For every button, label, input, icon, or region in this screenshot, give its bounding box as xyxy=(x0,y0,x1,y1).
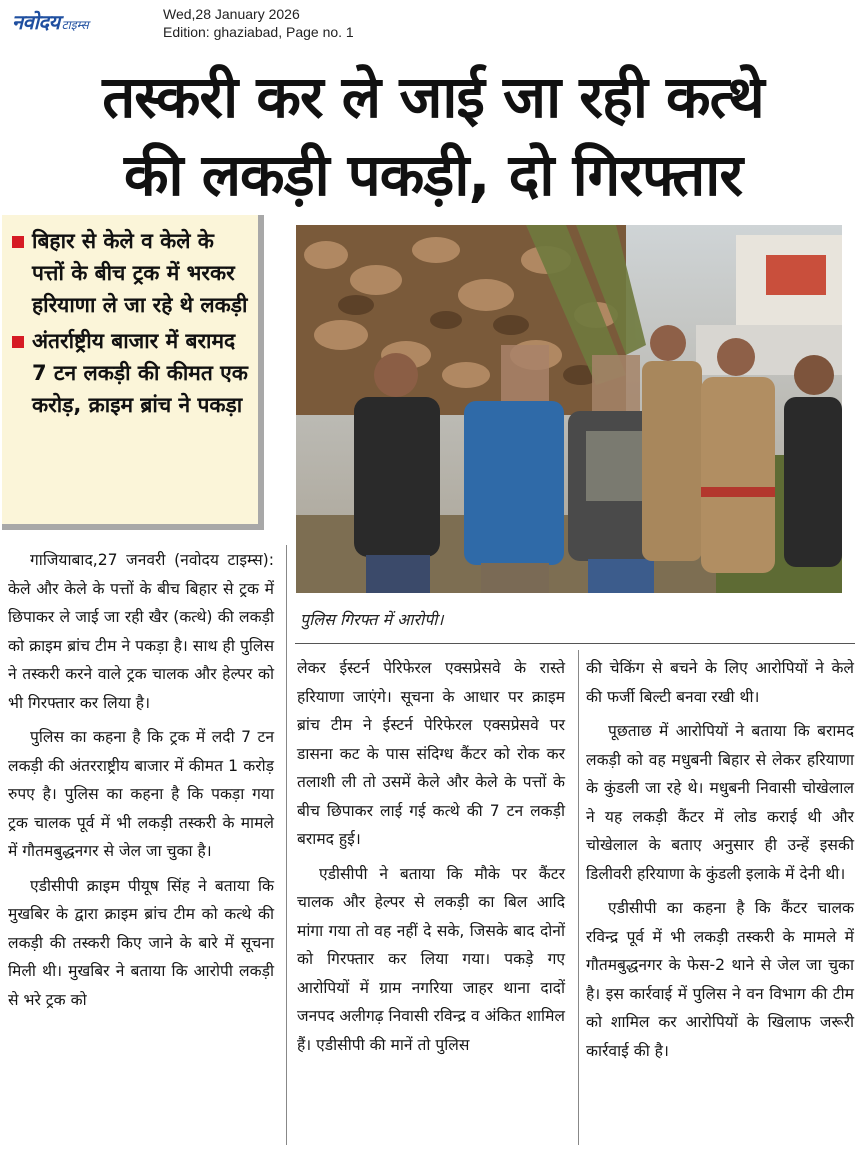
dateline xyxy=(163,5,354,41)
article-paragraph: एडीसीपी ने बताया कि मौके पर कैंटर चालक और हेल्पर से लकड़ी का बिल आदि मांगा गया तो वह नहीं दे सके, जिसके बाद दोनों को गिरफ्तार कर लिया गया। पकड़े गए आरोपियों में ग्राम नगरिया जाहर थाना दादों जनपद अलीगढ़ निवासी रविन्द्र व अंकित शामिल हैं। एडीसीपी की मानें तो पुलिस xyxy=(297,864,565,1054)
column-divider xyxy=(286,545,287,1145)
article-column-2 xyxy=(297,654,565,1059)
edition-info: Edition: ghaziabad, Page no. 1 xyxy=(163,24,354,40)
police-with-accused-photo xyxy=(296,225,842,593)
column-divider xyxy=(578,650,579,1145)
article-paragraph: एडीसीपी क्राइम पीयूष सिंह ने बताया कि मुखबिर के द्वारा क्राइम ब्रांच टीम को कत्थे की लकड़ी की तस्करी किए जाने के बारे में सूचना मिली थी। मुखबिर ने बताया कि आरोपी लकड़ी से भरे ट्रक को xyxy=(8,876,274,1009)
article-column-3 xyxy=(586,654,854,1065)
logo-main-text: नवोदय xyxy=(12,10,60,34)
headline-line-1: तस्करी कर ले जाई जा रही कत्थे xyxy=(102,63,764,131)
article-column-1 xyxy=(8,546,274,1014)
article-paragraph: पूछताछ में आरोपियों ने बताया कि बरामद लकड़ी को वह मधुबनी बिहार से लेकर हरियाणा के कुंडली जा रहे थे। मधुबनी निवासी चोखेलाल ने यह लकड़ी कैंटर में लोड कराई थी और चोखेलाल के बताए अनुसार ही उन्हें इसकी डिलीवरी हरियाणा के कुंडली इलाके में देनी थी। xyxy=(586,722,854,883)
horizontal-rule xyxy=(295,643,855,644)
red-square-bullet-icon xyxy=(12,336,24,348)
issue-date: Wed,28 January 2026 xyxy=(163,6,300,22)
red-square-bullet-icon xyxy=(12,236,24,248)
headline-line-2: की लकड़ी पकड़ी, दो गिरफ्तार xyxy=(123,141,743,209)
article-paragraph: लेकर ईस्टर्न पेरिफेरल एक्सप्रेसवे के रास्ते हरियाणा जाएंगे। सूचना के आधार पर क्राइम ब्रांच टीम ने ईस्टर्न पेरिफेरल एक्सप्रेसवे पर डासना कट के पास संदिग्ध कैंटर को रोक कर तलाशी ली तो उसमें केले और केले के पत्तों के बीच छिपाकर लाई गई कत्थे की 7 टन लकड़ी बरामद हुई। xyxy=(297,659,565,848)
highlight-item xyxy=(10,225,252,321)
article-paragraph: की चेकिंग से बचने के लिए आरोपियों ने केले की फर्जी बिल्टी बनवा रखी थी। xyxy=(586,659,854,706)
news-photo xyxy=(296,225,842,593)
highlight-text: अंतर्राष्ट्रीय बाजार में बरामद 7 टन लकड़ी की कीमत एक करोड़, क्राइम ब्रांच ने पकड़ा xyxy=(32,329,248,417)
article-headline xyxy=(8,58,858,214)
photo-caption: पुलिस गिरफ्त में आरोपी। xyxy=(300,610,444,629)
masthead xyxy=(0,0,865,50)
highlight-item xyxy=(10,325,252,421)
article-paragraph: एडीसीपी का कहना है कि कैंटर चालक रविन्द्र पूर्व में भी लकड़ी तस्करी के मामले में गौतमबुद्धनगर के फेस-2 थाने से जेल जा चुका है। इस कार्रवाई में पुलिस ने वन विभाग की टीम को शामिल कर आरोपियों के खिलाफ जरूरी कार्रवाई की है। xyxy=(586,899,854,1060)
article-paragraph: पुलिस का कहना है कि ट्रक में लदी 7 टन लकड़ी की अंतरराष्ट्रीय बाजार में कीमत 1 करोड़ रुपए है। पुलिस का कहना है कि पकड़ा गया ट्रक चालक पूर्व में भी लकड़ी तस्करी के मामले में गौतमबुद्धनगर से जेल जा चुका है। xyxy=(8,728,274,860)
logo-sub-text: टाइम्स xyxy=(61,18,89,32)
article-paragraph: गाजियाबाद,27 जनवरी (नवोदय टाइम्स): केले और केले के पत्तों के बीच बिहार से ट्रक में छिपाकर ले जाई जा रही खैर (कत्थे) की लकड़ी को क्राइम ब्रांच टीम ने पकड़ा है। साथ ही पुलिस ने तस्करी करने वाले ट्रक चालक और हेल्पर को भी गिरफ्तार कर लिया है। xyxy=(8,551,274,712)
highlights-box xyxy=(2,215,264,530)
highlight-text: बिहार से केले व केले के पत्तों के बीच ट्रक में भरकर हरियाणा ले जा रहे थे लकड़ी xyxy=(32,229,248,317)
newspaper-logo xyxy=(12,8,89,32)
